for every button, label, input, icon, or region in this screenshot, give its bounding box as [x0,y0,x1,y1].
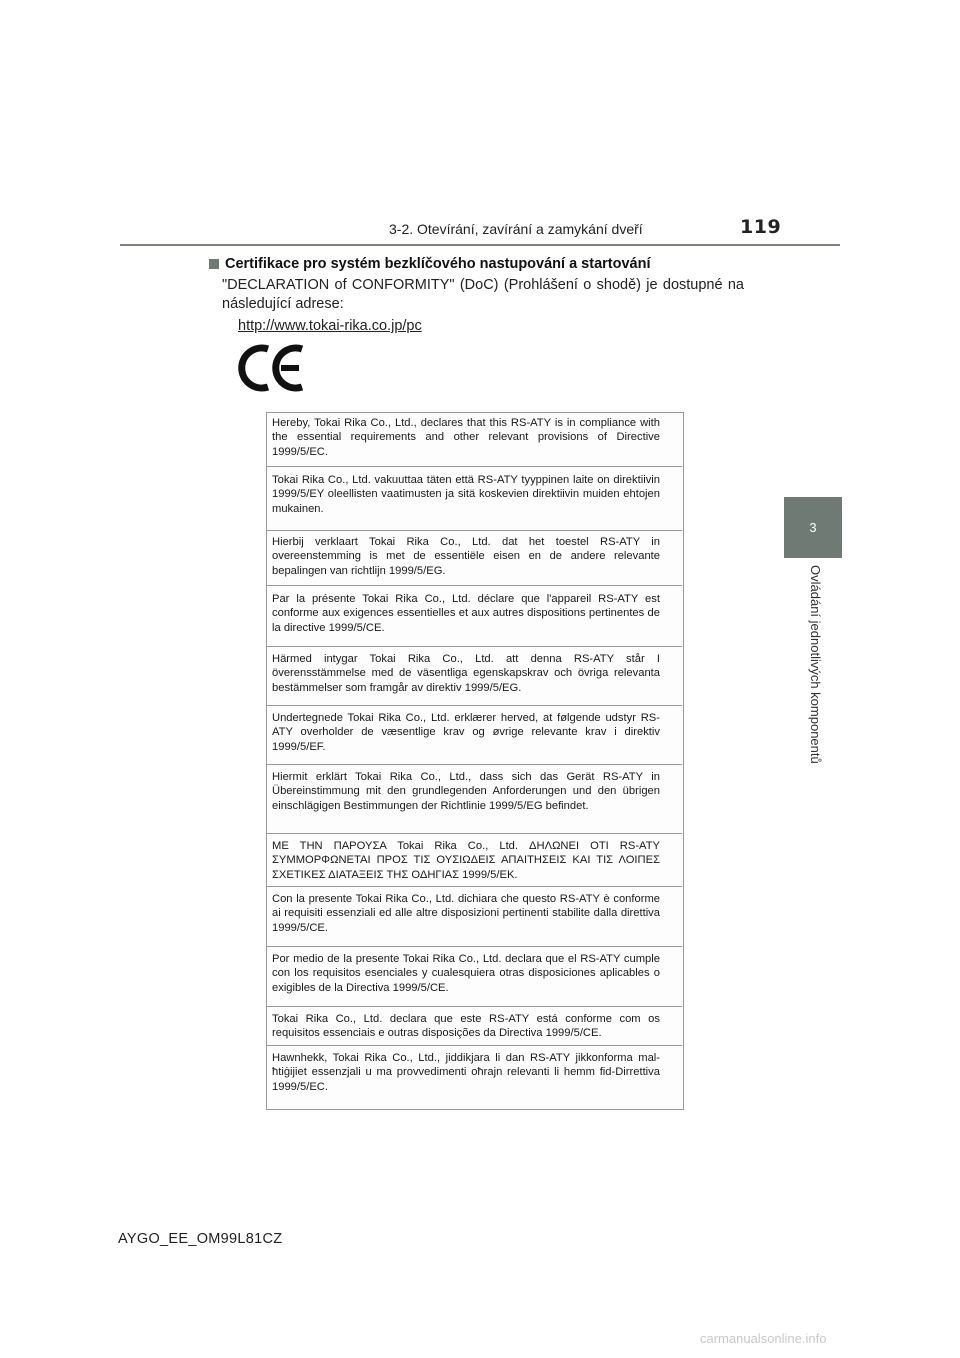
section-heading [209,256,650,272]
page-number: 119 [740,216,782,238]
declaration-divider [267,585,682,586]
declaration-da: Undertegnede Tokai Rika Co., Ltd. erklærer herved, at følgende udstyr RS-ATY overholder de væsentlige krav og øvrige relevante krav i direktiv 1999/5/EF. [272,712,660,753]
declaration-mt: Hawnhekk, Tokai Rika Co., Ltd., jiddikjara li dan RS-ATY jikkonforma mal-ħtiġijiet essenzjali u ma provvedimenti oħrajn relevanti li hemm fid-Dirrettiva 1999/5/EC. [272,1052,660,1093]
site-watermark: carmanualsonline.info [700,1331,827,1346]
declaration-en: Hereby, Tokai Rika Co., Ltd., declares that this RS-ATY is in compliance with the essential requirements and other relevant provisions of Directive 1999/5/EC. [272,417,660,458]
declaration-sv: Härmed intygar Tokai Rika Co., Ltd. att denna RS-ATY står I överensstämmelse med de väsentliga egenskapskrav och övriga relevanta bestämmelser som framgår av direktiv 1999/5/EG. [272,653,660,694]
manual-code: AYGO_EE_OM99L81CZ [118,1231,283,1247]
declaration-el: ΜΕ ΤΗΝ ΠΑΡΟΥΣΑ Tokai Rika Co., Ltd. ΔΗΛΩΝΕΙ ΟΤΙ RS-ATY ΣΥΜΜΟΡΦΩΝΕΤΑΙ ΠΡΟΣ ΤΙΣ ΟΥΣΙΩΔΕΙΣ ΑΠΑΙΤΗΣΕΙΣ ΚΑΙ ΤΙΣ ΛΟΙΠΕΣ ΣΧΕΤΙΚΕΣ ΔΙΑΤΑΞΕΙΣ ΤΗΣ ΟΔΗΓΙΑΣ 1999/5/ΕΚ. [272,840,660,881]
declaration-de: Hiermit erklärt Tokai Rika Co., Ltd., dass sich das Gerät RS-ATY in Übereinstimmung mit den grundlegenden Anforderungen und den übrigen einschlägigen Bestimmungen der Richtlinie 1999/5/EG befindet. [272,771,660,812]
declaration-divider [267,1006,682,1007]
chapter-tab [784,497,842,558]
declaration-divider [267,646,682,647]
header-section-title: 3-2. Otevírání, zavírání a zamykání dveří [389,221,643,237]
declaration-divider [267,946,682,947]
declaration-divider [267,886,682,887]
chapter-label: Ovládání jednotlivých komponentů [808,565,823,764]
declaration-divider [267,833,682,834]
declaration-pt: Tokai Rika Co., Ltd. declara que este RS-ATY está conforme com os requisitos essenciais e outras disposições da Directiva 1999/5/CE. [272,1013,660,1040]
ce-mark-icon [238,343,306,393]
section-body: "DECLARATION of CONFORMITY" (DoC) (Prohlášení o shodě) je dostupné na následující adrese: [222,277,744,312]
conformity-url-link[interactable]: http://www.tokai-rika.co.jp/pc [238,318,422,334]
header-divider [120,244,840,246]
declaration-divider [267,764,682,765]
declaration-divider [267,530,682,531]
declaration-fr: Par la présente Tokai Rika Co., Ltd. déclare que l'appareil RS-ATY est conforme aux exigences essentielles et aux autres dispositions pertinentes de la directive 1999/5/CE. [272,593,660,634]
chapter-number: 3 [809,520,817,535]
declaration-it: Con la presente Tokai Rika Co., Ltd. dichiara che questo RS-ATY è conforme ai requisiti essenziali ed alle altre disposizioni pertinenti stabilite dalla direttiva 1999/5/CE. [272,893,660,934]
declaration-nl: Hierbij verklaart Tokai Rika Co., Ltd. dat het toestel RS-ATY in overeenstemming is met de essentiële eisen en de andere relevante bepalingen van richtlijn 1999/5/EG. [272,536,660,577]
declaration-divider [267,466,682,467]
declaration-fi: Tokai Rika Co., Ltd. vakuuttaa täten että RS-ATY tyyppinen laite on direktiivin 1999/5/EY oleellisten vaatimusten ja sitä koskevien direktiivin muiden ehtojen mukainen. [272,474,660,515]
section-title-text: Certifikace pro systém bezklíčového nastupování a startování [225,256,651,272]
square-bullet-icon [209,259,219,269]
declaration-divider [267,705,682,706]
declaration-divider [267,1045,682,1046]
declaration-es: Por medio de la presente Tokai Rika Co., Ltd. declara que el RS-ATY cumple con los requisitos esenciales y cualesquiera otras disposiciones aplicables o exigibles de la Directiva 1999/5/CE. [272,953,660,994]
